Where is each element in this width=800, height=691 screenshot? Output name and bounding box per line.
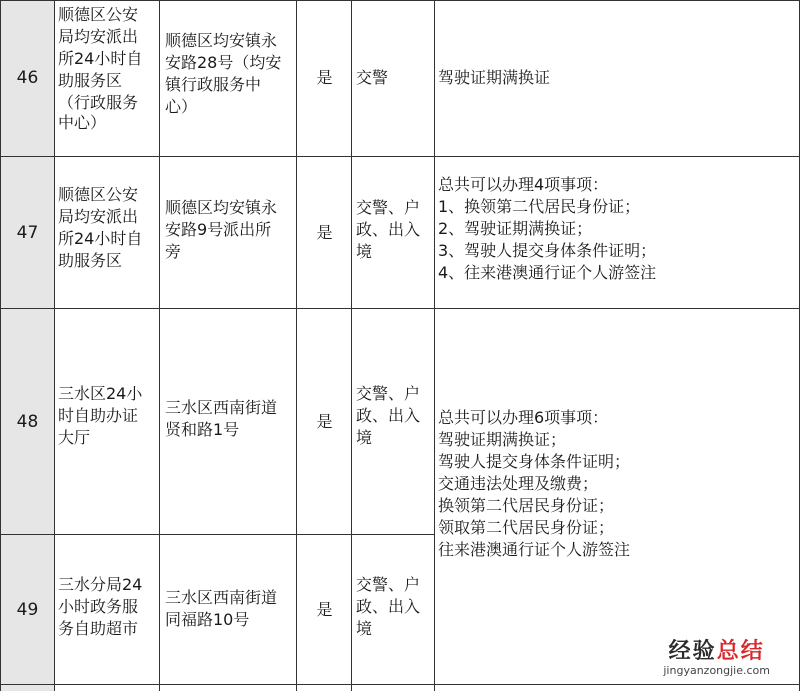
- service-name: 三水分局24 小时政务服 务自助超市: [58, 575, 143, 638]
- service-items-merged: 总共可以办理6项事项： 驾驶证期满换证； 驾驶人提交身体条件证明； 交通违法处理及缴费； 换领第二代居民身份证； 领取第二代居民身份证； 往来港澳通行证个人游签注: [438, 408, 631, 559]
- row-number: 48: [0, 309, 55, 534]
- divider: [0, 0, 1, 691]
- open-24h: 是: [316, 599, 333, 619]
- watermark-logo: [663, 640, 770, 677]
- divider: [351, 0, 352, 691]
- department: 交警: [356, 68, 389, 87]
- watermark-title: 经验总结: [668, 639, 765, 664]
- divider: [0, 308, 800, 309]
- divider: [159, 0, 160, 691]
- divider: [0, 684, 800, 685]
- open-24h: 是: [316, 68, 333, 87]
- service-address: 三水区西南街道 同福路10号: [165, 588, 278, 629]
- row-number: 46: [0, 0, 55, 156]
- department: 交警、户 政、出入 境: [356, 575, 421, 638]
- divider: [434, 0, 435, 691]
- divider: [0, 0, 800, 1]
- divider: [296, 0, 297, 691]
- service-address: 三水区西南街道 贤和路1号: [165, 398, 278, 439]
- service-name: 顺德区公安 局均安派出 所24小时自 助服务区: [58, 185, 143, 270]
- divider: [0, 156, 800, 157]
- divider: [54, 0, 55, 691]
- open-24h: 是: [316, 222, 333, 242]
- row-number: 47: [0, 157, 55, 308]
- open-24h: 是: [316, 411, 333, 431]
- row-number: [0, 685, 55, 691]
- service-name: 三水区24小 时自助办证 大厅: [58, 384, 143, 447]
- service-items: 总共可以办理4项事项： 1、换领第二代居民身份证； 2、驾驶证期满换证； 3、驾驶人提交身体条件证明； 4、往来港澳通行证个人游签注: [438, 175, 657, 282]
- department: 交警、户 政、出入 境: [356, 198, 421, 261]
- divider: [0, 534, 435, 535]
- service-address: 顺德区均安镇永 安路9号派出所 旁: [165, 198, 278, 261]
- department: 交警、户 政、出入 境: [356, 384, 421, 447]
- row-number: 49: [0, 535, 55, 684]
- service-name: 顺德区公安 局均安派出 所24小时自 助服务区 （行政服务 中心）: [58, 5, 143, 132]
- service-items: 驾驶证期满换证: [438, 68, 551, 87]
- watermark-url: jingyanzongjie.com: [663, 664, 770, 677]
- service-address: 顺德区均安镇永 安路28号（均安 镇行政服务中 心）: [165, 31, 282, 116]
